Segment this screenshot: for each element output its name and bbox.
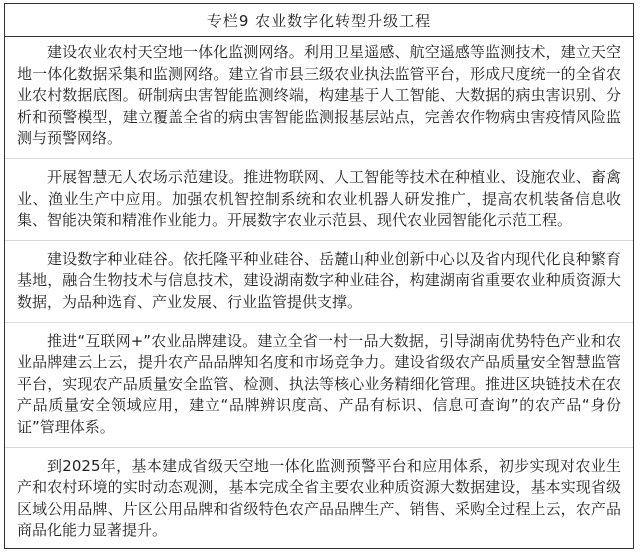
paragraph-block-3 — [5, 241, 633, 323]
paragraph-seed-valley: 建设数字种业硅谷。依托隆平种业硅谷、岳麓山种业创新中心以及省内现代化良种繁育基地，融合生物技术与信息技术，建设湖南数字种业硅谷，构建湖南省重要农业种质资源大数据，为品种选育、产业发展、行业监管提供支撑。 — [17, 249, 621, 311]
paragraph-block-2 — [5, 159, 633, 241]
paragraph-monitoring-network: 建设农业农村天空地一体化监测网络。利用卫星遥感、航空遥感等监测技术，建立天空地一体化数据采集和监测网络。建立省市县三级农业执法监管平台，形成尺度统一的全省农业农村数据底图。研制病虫害智能监测终端，构建基于人工智能、大数据的病虫害识别、分析和预警模型，建立覆盖全省的病虫害智能监测报基层站点，完善农作物病虫害疫情风险监测与预警网络。 — [17, 43, 621, 148]
column-box — [4, 3, 634, 549]
column-title: 专栏9 农业数字化转型升级工程 — [5, 4, 633, 37]
paragraph-brand-building: 推进“互联网+”农业品牌建设。建立全省一村一品大数据，引导湖南优势特色产业和农业品牌建云上云，提升农产品品牌知名度和市场竞争力。建设省级农产品质量安全智慧监管平台，实现农产品质量安全监管、检测、执法等核心业务精细化管理。推进区块链技术在农产品质量安全领域应用，建立“品牌辨识度高、产品有标识、信息可查询”的农产品“身份证”管理体系。 — [17, 331, 621, 436]
paragraph-2025-goals: 到2025年，基本建成省级天空地一体化监测预警平台和应用体系，初步实现对农业生产和农村环境的实时动态观测，基本完成全省主要农业种质资源大数据建设，基本实现省级区域公用品牌、片区公用品牌和省级特色农产品品牌生产、销售、采购全过程上云，农产品商品化能力显著提升。 — [17, 456, 621, 540]
paragraph-block-5 — [5, 448, 633, 550]
column-content — [5, 37, 633, 550]
paragraph-block-1 — [5, 42, 633, 159]
paragraph-block-4 — [5, 323, 633, 448]
paragraph-smart-farm: 开展智慧无人农场示范建设。推进物联网、人工智能等技术在种植业、设施农业、畜禽业、渔业生产中应用。加强农机智控制系统和农业机器人研发推广，提高农机装备信息收集、智能决策和精准作业能力。开展数字农业示范县、现代农业园智能化示范工程。 — [17, 167, 621, 230]
